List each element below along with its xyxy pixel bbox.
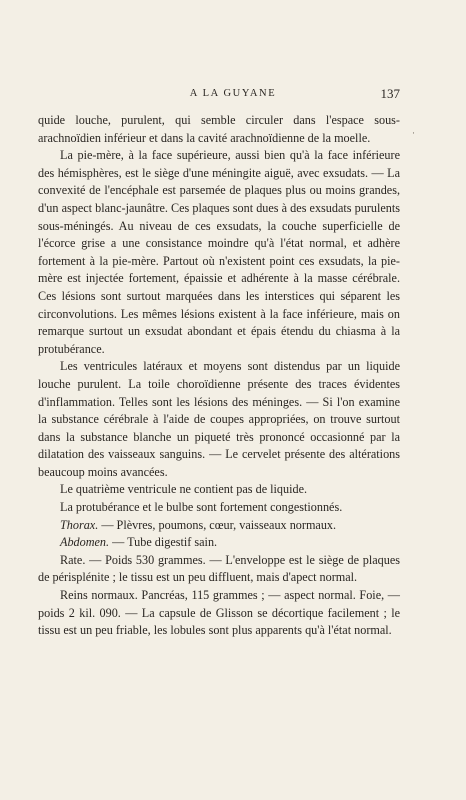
page-header — [0, 86, 466, 104]
paragraph — [38, 517, 400, 535]
paragraph-text: Les ventricules latéraux et moyens sont distendus par un liquide louche purulent. La toile choroïdienne présente des traces évidentes d'inflammation. Telles sont les lésions des méninges. — Si l'on examine la substance cérébrale à l'aide de coupes appropriées, on trouve surtout dans la substance blanche un piqueté très prononcé occasionné par la dilatation des vaisseaux sanguins. — Le cervelet présente des altérations beaucoup moins avancées. — [38, 359, 400, 479]
paragraph — [38, 499, 400, 517]
paragraph — [38, 534, 400, 552]
body-text — [38, 112, 400, 640]
paragraph — [38, 112, 400, 147]
page-number: 137 — [380, 86, 400, 101]
paragraph — [38, 587, 400, 640]
paragraph — [38, 481, 400, 499]
paragraph-text: Reins normaux. Pancréas, 115 grammes ; — aspect normal. Foie, — poids 2 kil. 090. — La capsule de Glisson se décortique facilement ; le tissu est un peu friable, les lobules sont plus apparents qu'à l'état normal. — [38, 588, 400, 638]
paragraph-text: quide louche, purulent, qui semble circuler dans l'espace sous-arachnoïdien inférieur et dans la cavité arachnoïdienne de la moelle. — [38, 113, 400, 145]
paragraph — [38, 358, 400, 481]
paragraph-text: — Tube digestif sain. — [109, 535, 218, 550]
paragraph-text: La protubérance et le bulbe sont fortement congestionnés. — [60, 500, 343, 515]
paragraph — [38, 147, 400, 358]
paragraph-text: Rate. — Poids 530 grammes. — L'enveloppe est le siège de plaques de périsplénite ; le tissu est un peu diffluent, mais d'apect normal. — [38, 552, 400, 585]
section-label: Thorax. — [60, 517, 99, 532]
running-head: A LA GUYANE — [189, 88, 277, 99]
margin-mark: · — [412, 128, 415, 138]
paragraph-text: — Plèvres, poumons, cœur, vaisseaux normaux. — [98, 517, 337, 532]
paragraph — [38, 552, 400, 587]
paragraph-text: Le quatrième ventricule ne contient pas de liquide. — [60, 482, 308, 497]
section-label: Abdomen. — [60, 535, 110, 550]
paragraph-text: La pie-mère, à la face supérieure, aussi bien qu'à la face inférieure des hémisphères, est le siège d'une méningite aiguë, avec exsudats. — La convexité de l'encéphale est parsemée de plaques plus ou moins grandes, d'un aspect blanc-jaunâtre. Ces plaques sont dues à des exsudats purulents sous-méningés. Au niveau de ces exsudats, la couche superficielle de l'écorce grise a une consistance moindre qu'à l'état normal, et adhère fortement à la pie-mère. Partout où n'existent point ces exsudats, la pie-mère est injectée fortement, épaissie et adhérente à la masse cérébrale. Ces lésions sont surtout marquées dans les interstices qui séparent les circonvolutions. Les mêmes lésions existent à la face inférieure, mais on remarque surtout un exsudat abondant et épais étendu du chiasma à la protubérance. — [38, 148, 400, 356]
